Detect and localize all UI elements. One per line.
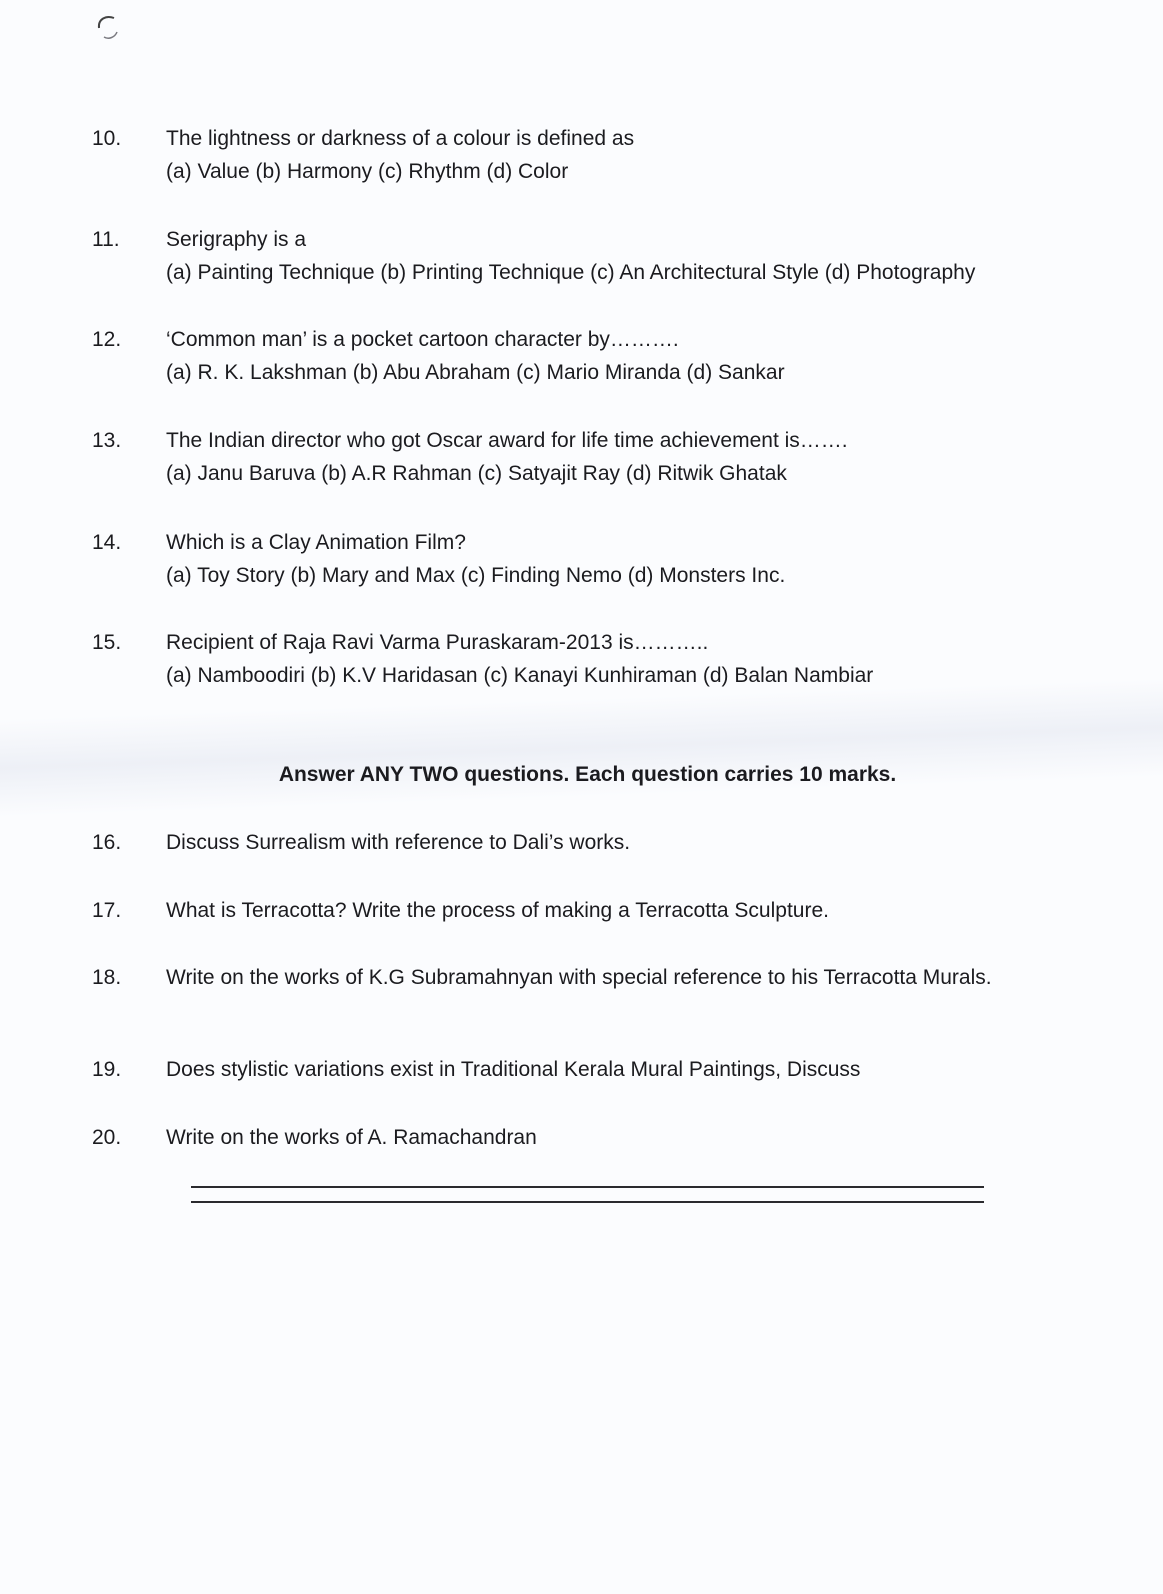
question-options: (a) Toy Story (b) Mary and Max (c) Finding Nemo (d) Monsters Inc. [166, 564, 786, 587]
section-instruction: Answer ANY TWO questions. Each question carries 10 marks. [278, 763, 897, 786]
question-text: Write on the works of K.G Subramahnyan with special reference to his Terracotta Murals. [166, 966, 992, 989]
question-number: 20. [92, 1126, 122, 1149]
question-text: The Indian director who got Oscar award for life time achievement is……. [166, 429, 848, 452]
question-number: 14. [92, 531, 122, 554]
question-text: Write on the works of A. Ramachandran [166, 1126, 537, 1149]
question-text: Does stylistic variations exist in Traditional Kerala Mural Paintings, Discuss [166, 1058, 861, 1081]
question-number: 17. [92, 899, 122, 922]
question-number: 11. [92, 228, 120, 251]
question-number: 12. [92, 328, 122, 351]
question-number: 19. [92, 1058, 122, 1081]
question-number: 15. [92, 631, 122, 654]
question-options: (a) Value (b) Harmony (c) Rhythm (d) Color [166, 160, 569, 183]
question-text: Serigraphy is a [166, 228, 307, 251]
question-text: The lightness or darkness of a colour is defined as [166, 127, 635, 150]
page-corner-mark-icon [94, 14, 120, 40]
question-text: Which is a Clay Animation Film? [166, 531, 466, 554]
end-rule-top [191, 1186, 984, 1188]
question-number: 10. [92, 127, 122, 150]
end-rule-bottom [191, 1201, 984, 1203]
question-options: (a) Janu Baruva (b) A.R Rahman (c) Satyajit Ray (d) Ritwik Ghatak [166, 462, 787, 485]
question-options: (a) Namboodiri (b) K.V Haridasan (c) Kanayi Kunhiraman (d) Balan Nambiar [166, 664, 874, 687]
question-text: ‘Common man’ is a pocket cartoon character by………. [166, 328, 679, 351]
question-text: Recipient of Raja Ravi Varma Puraskaram-2013 is……….. [166, 631, 709, 654]
question-number: 18. [92, 966, 122, 989]
question-text: What is Terracotta? Write the process of making a Terracotta Sculpture. [166, 899, 829, 922]
question-options: (a) R. K. Lakshman (b) Abu Abraham (c) Mario Miranda (d) Sankar [166, 361, 785, 384]
question-text: Discuss Surrealism with reference to Dali’s works. [166, 831, 631, 854]
question-options: (a) Painting Technique (b) Printing Technique (c) An Architectural Style (d) Photography [166, 261, 976, 284]
question-number: 16. [92, 831, 122, 854]
question-number: 13. [92, 429, 122, 452]
